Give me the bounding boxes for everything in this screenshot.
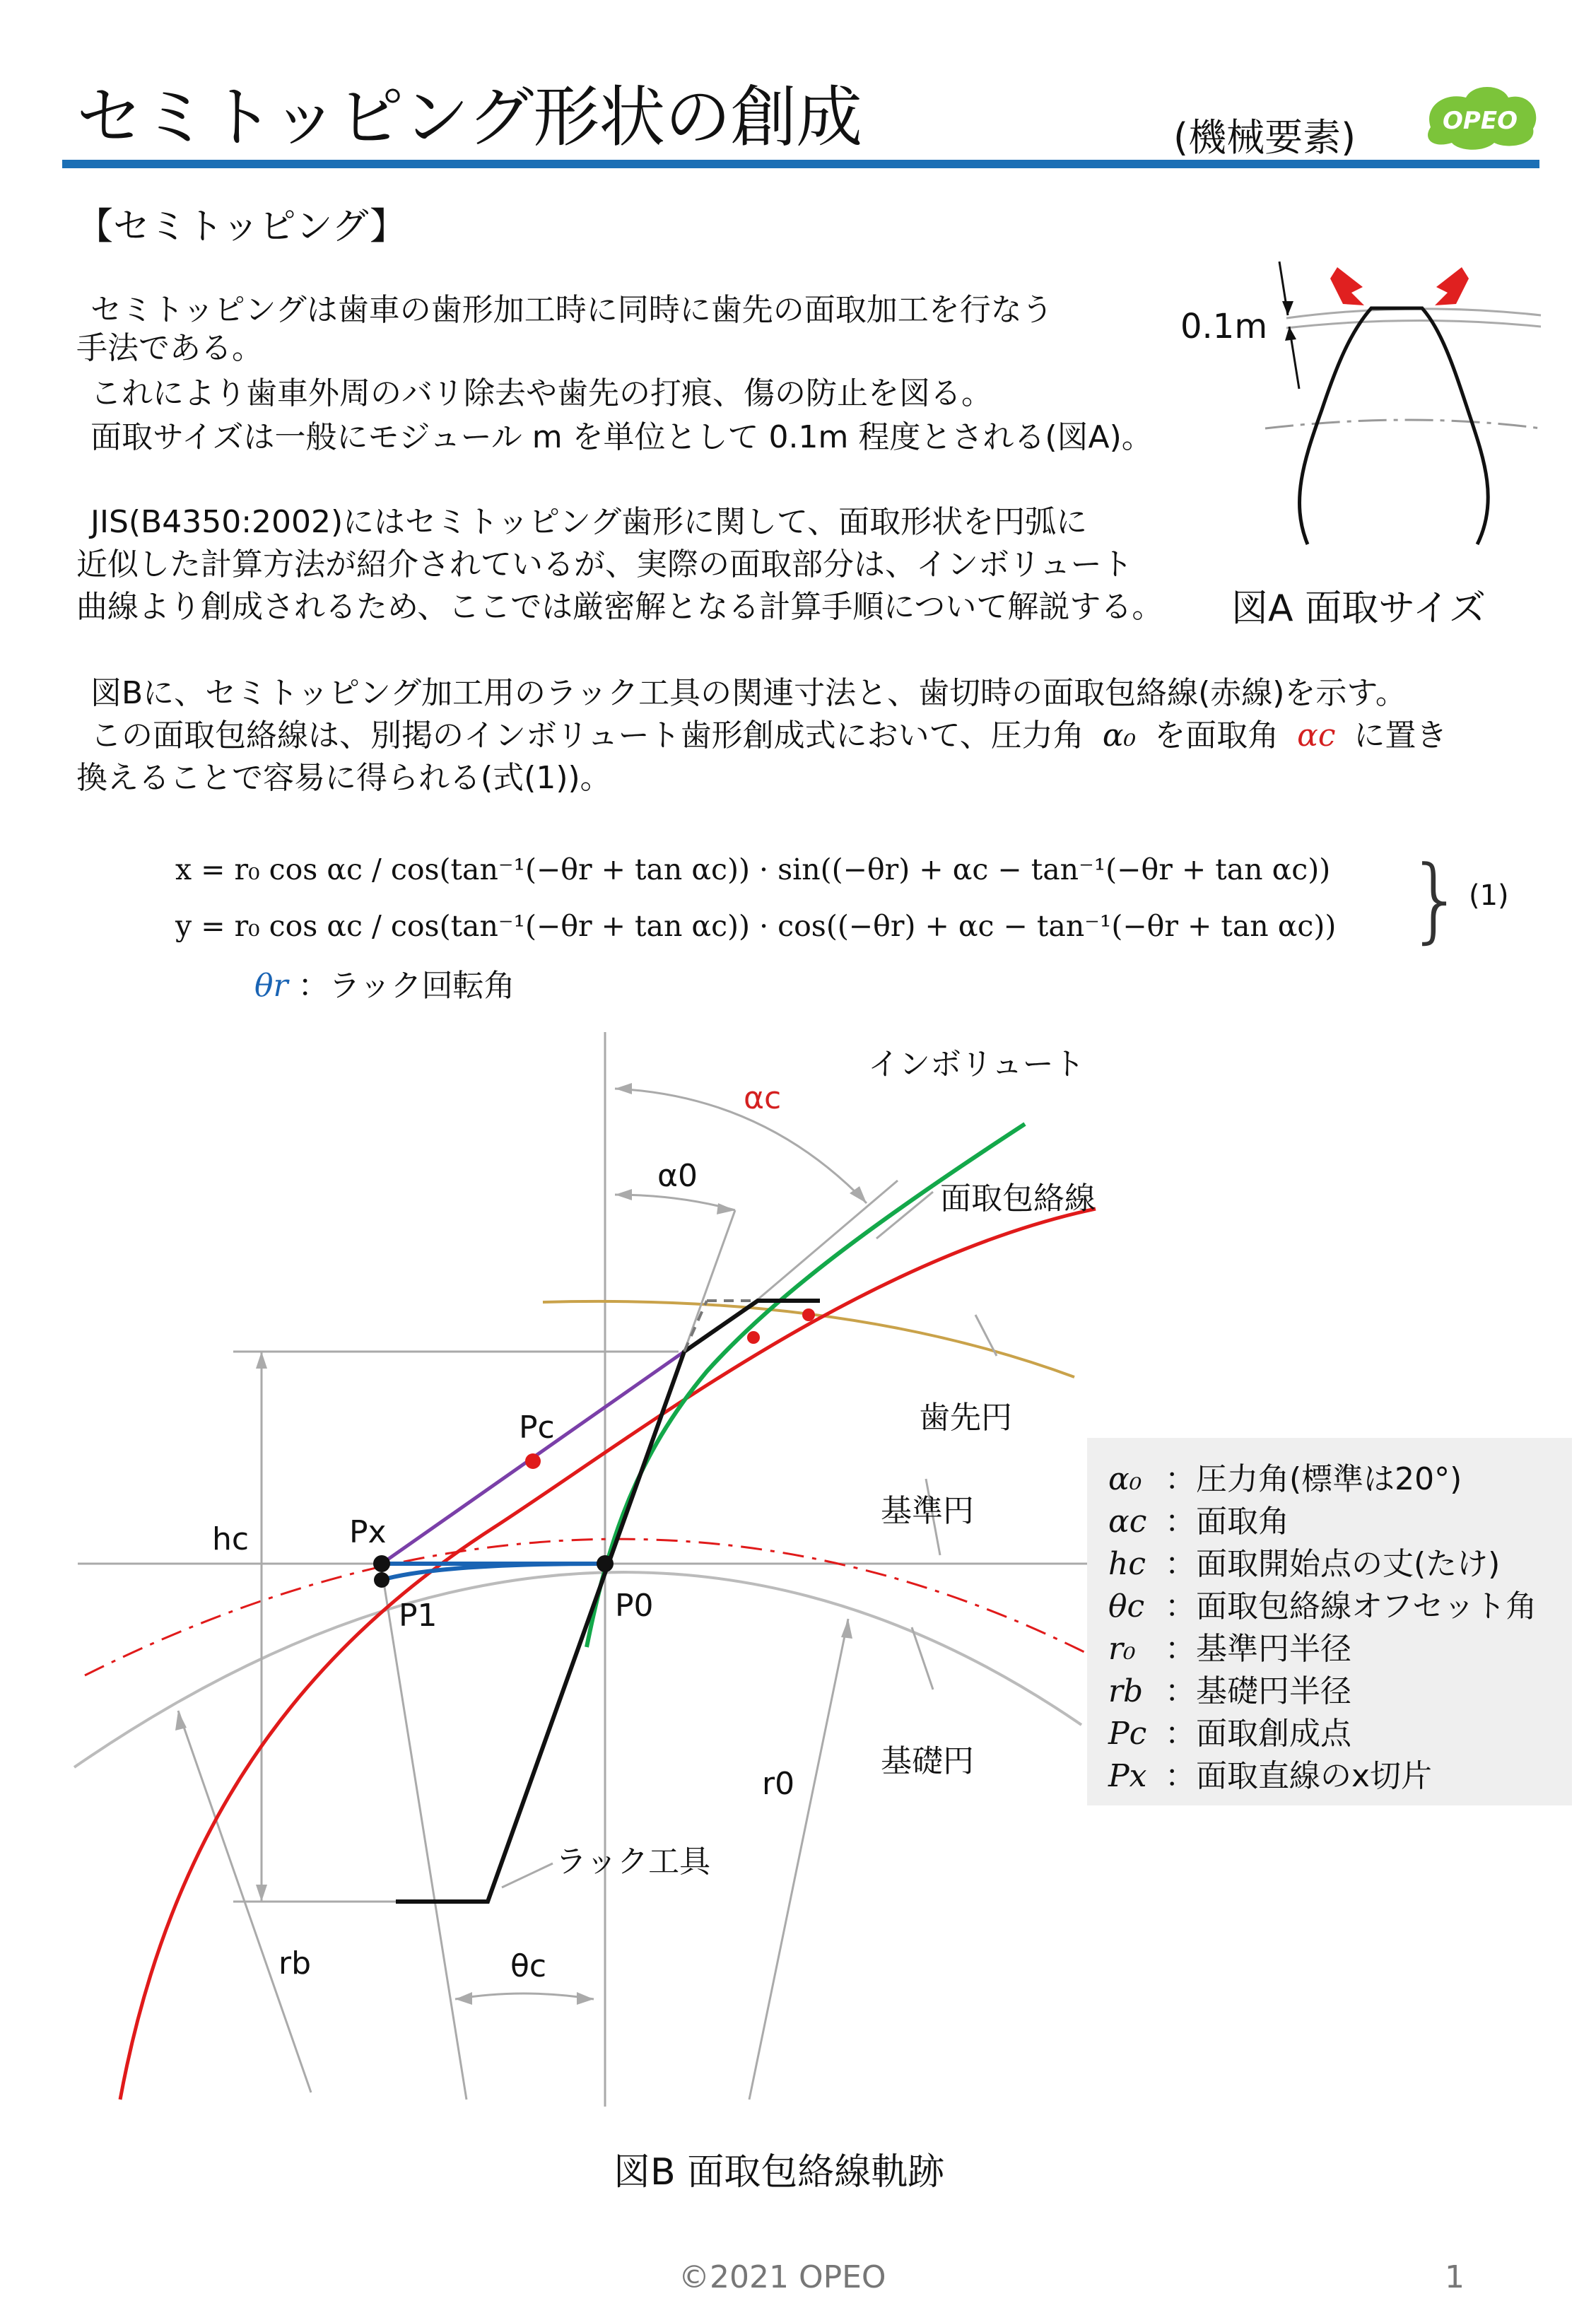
copyright: ©2021 OPEO [679, 2259, 886, 2295]
chamfer-arrow-left-icon [1330, 267, 1364, 305]
figure-a [1173, 247, 1555, 558]
tooth-profile [1300, 308, 1489, 544]
para-line-2: 手法である。 [76, 330, 263, 366]
page-title: セミトッピング形状の創成 [76, 79, 862, 156]
label-alpha-c: αc [744, 1080, 782, 1116]
point-p0 [597, 1555, 614, 1572]
base-circle [74, 1572, 1081, 1767]
label-pitch-circle: 基準円 [881, 1493, 974, 1529]
legend-item: Px ：面取直線のx切片 [1108, 1758, 1433, 1794]
theta-definition [254, 960, 515, 1005]
page-number: 1 [1445, 2259, 1465, 2295]
label-p1: P1 [399, 1598, 438, 1634]
point-tip-a [747, 1331, 760, 1344]
pitch-circle [85, 1539, 1089, 1675]
legend-item: α₀ ：圧力角(標準は20°) [1108, 1461, 1462, 1497]
header-rule [62, 160, 1539, 168]
legend-item: r₀ ：基準円半径 [1108, 1631, 1351, 1667]
category-label: (機械要素) [1173, 115, 1356, 160]
para-line-9-text-c: を面取角 [1154, 718, 1279, 754]
label-hc: hc [212, 1521, 250, 1557]
legend-item: θc ：面取包絡線オフセット角 [1108, 1588, 1537, 1624]
alphac-symbol: αc [1297, 718, 1336, 754]
legend-item: rb ：基礎円半径 [1108, 1673, 1351, 1709]
dimension-0-1m: 0.1m [1180, 307, 1268, 346]
equation-number: (1) [1469, 879, 1509, 912]
figure-a-caption: 図A 面取サイズ [1231, 587, 1486, 630]
label-theta-c: θc [510, 1948, 547, 1984]
rack-tool [396, 1301, 820, 1902]
para-line-10: 換えることで容易に得られる(式(1))。 [76, 760, 611, 796]
point-px [373, 1555, 390, 1572]
para-line-8: 図Bに、セミトッピング加工用のラック工具の関連寸法と、歯切時の面取包絡線(赤線)を示す。 [90, 675, 1407, 711]
label-px: Px [349, 1514, 387, 1550]
theta-r-symbol: θr [254, 968, 288, 1004]
para-line-4: 面取サイズは一般にモジュール m を単位として 0.1m 程度とされる(図A)。 [90, 419, 1153, 455]
para-line-3: これにより歯車外周のバリ除去や歯先の打痕、傷の防止を図る。 [90, 375, 992, 411]
label-rb: rb [278, 1945, 312, 1981]
para-line-9-text-a: この面取包絡線は、別掲のインボリュート歯形創成式において、圧力角 [90, 718, 1084, 754]
label-chamfer-envelope: 面取包絡線 [940, 1181, 1096, 1217]
point-tip-b [802, 1308, 815, 1321]
para-line-6: 近似した計算方法が紹介されているが、実際の面取部分は、インボリュート [76, 546, 1133, 582]
label-p0: P0 [615, 1588, 654, 1624]
equation-brace: } [1407, 845, 1465, 953]
alpha0-symbol: α₀ [1102, 718, 1137, 754]
para-line-9-text-e: に置き [1354, 718, 1448, 754]
label-rack-tool: ラック工具 [556, 1844, 711, 1880]
legend-box [1087, 1438, 1572, 1805]
legend-item: hc ：面取開始点の丈(たけ) [1108, 1546, 1501, 1582]
svg-text:OPEO: OPEO [1443, 107, 1518, 135]
para-line-7: 曲線より創成されるため、ここでは厳密解となる計算手順について解説する。 [76, 589, 1163, 625]
chamfer-arrow-right-icon [1435, 267, 1469, 305]
opeo-logo-icon [1416, 78, 1544, 156]
para-line-5: JIS(B4350:2002)にはセミトッピング歯形に関して、面取形状を円弧に [90, 504, 1088, 540]
para-line-1: セミトッピングは歯車の歯形加工時に同時に歯先の面取加工を行なう [90, 292, 1053, 328]
label-r0: r0 [762, 1766, 795, 1802]
legend-item: Pc ：面取創成点 [1108, 1716, 1351, 1752]
point-p1 [374, 1572, 389, 1588]
theta-r-desc: ：ラック回転角 [298, 968, 515, 1004]
blue-reference-line [382, 1564, 605, 1580]
label-involute: インボリュート [868, 1046, 1085, 1082]
label-tip-circle: 歯先円 [919, 1400, 1012, 1436]
label-pc: Pc [519, 1410, 555, 1446]
para-line-9 [90, 717, 1448, 755]
legend-item: αc ：面取角 [1108, 1504, 1289, 1540]
label-base-circle: 基礎円 [881, 1743, 974, 1779]
equation-x: x = r₀ cos αc / cos(tan⁻¹(−θr + tan αc)) · sin((−θr) + αc − tan⁻¹(−θr + tan αc)) [175, 853, 1331, 886]
logo [1416, 78, 1544, 156]
point-pc [525, 1453, 541, 1469]
section-heading: 【セミトッピング】 [76, 206, 406, 248]
label-alpha-0: α0 [657, 1158, 698, 1194]
equation-y: y = r₀ cos αc / cos(tan⁻¹(−θr + tan αc)) · cos((−θr) + αc − tan⁻¹(−θr + tan αc)) [175, 909, 1337, 943]
figure-b-caption: 図B 面取包絡線軌跡 [614, 2151, 945, 2194]
